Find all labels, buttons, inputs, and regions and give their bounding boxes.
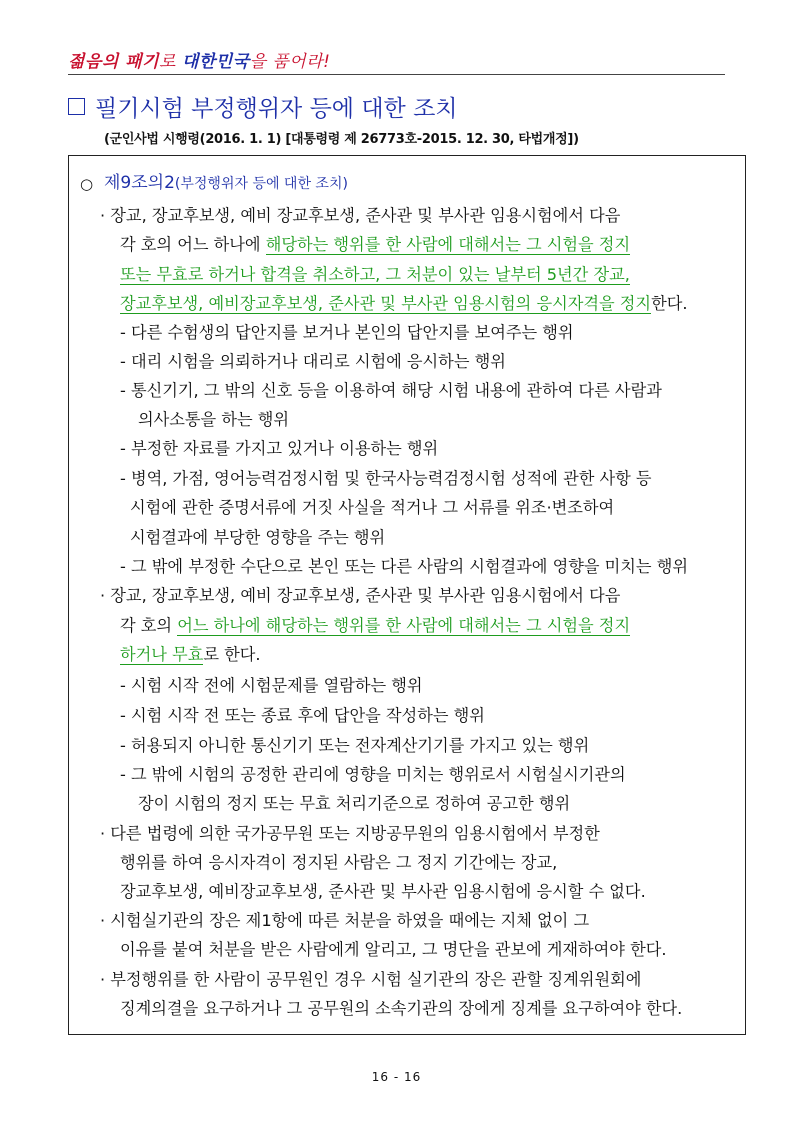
text-line: - 허용되지 아니한 통신기기 또는 전자계산기기를 가지고 있는 행위 xyxy=(120,736,590,755)
text-line xyxy=(120,645,261,665)
highlighted-text: 하거나 무효 xyxy=(120,645,204,664)
page-header-slogan xyxy=(68,47,330,72)
text-line: · 부정행위를 한 사람이 공무원인 경우 시험 실기관의 장은 관할 징계위원회에 xyxy=(100,970,642,989)
section-title-text: 필기시험 부정행위자 등에 대한 조치 xyxy=(95,96,458,122)
text-line: 징계의결을 요구하거나 그 공무원의 소속기관의 장에게 징계를 요구하여야 한다. xyxy=(120,999,683,1018)
page-number: 16 - 16 xyxy=(371,1070,422,1084)
square-bullet-icon xyxy=(68,98,85,115)
text-line: - 대리 시험을 의뢰하거나 대리로 시험에 응시하는 행위 xyxy=(120,352,506,371)
article-number: 제9조의2 xyxy=(104,173,175,193)
highlighted-text: 해당하는 행위를 한 사람에 대해서는 그 시험을 정지 xyxy=(265,235,631,254)
circle-bullet-icon: ○ xyxy=(80,175,94,193)
text-line: - 그 밖에 부정한 수단으로 본인 또는 다른 사람의 시험결과에 영향을 미치는 행위 xyxy=(120,557,688,576)
slogan-part-1: 젊음의 패기 xyxy=(68,52,160,72)
highlighted-text: 또는 무효로 하거나 합격을 취소하고, 그 처분이 있는 날부터 5년간 장교, xyxy=(120,265,630,284)
highlighted-text: 어느 하나에 해당하는 행위를 한 사람에 대해서는 그 시험을 정지 xyxy=(177,616,631,635)
text-line: 장교후보생, 예비장교후보생, 준사관 및 부사관 임용시험에 응시할 수 없다. xyxy=(120,882,646,901)
text-line: - 시험 시작 전 또는 종료 후에 답안을 작성하는 행위 xyxy=(120,706,485,725)
text-line: 장이 시험의 정지 또는 무효 처리기준으로 정하여 공고한 행위 xyxy=(138,794,571,813)
text-line: 시험결과에 부당한 영향을 주는 행위 xyxy=(130,528,386,547)
text-line xyxy=(120,616,630,636)
text-line: · 장교, 장교후보생, 예비 장교후보생, 준사관 및 부사관 임용시험에서 다음 xyxy=(100,586,621,605)
text-line: 행위를 하여 응시자격이 정지된 사람은 그 정지 기간에는 장교, xyxy=(120,853,558,872)
article-name: (부정행위자 등에 대한 조치) xyxy=(174,176,348,192)
slogan-part-3: 대한민국 xyxy=(181,52,250,72)
text-line: 이유를 붙여 처분을 받은 사람에게 알리고, 그 명단을 관보에 게재하여야 한다. xyxy=(120,940,667,959)
text-line xyxy=(120,235,630,255)
slogan-part-4: 을 품어라! xyxy=(249,52,331,72)
text-line xyxy=(120,265,630,285)
highlighted-text: 장교후보생, 예비장교후보생, 준사관 및 부사관 임용시험의 응시자격을 정지 xyxy=(120,294,652,313)
text-line: - 그 밖에 시험의 공정한 관리에 영향을 미치는 행위로서 시험실시기관의 xyxy=(120,765,626,784)
text-line: · 장교, 장교후보생, 예비 장교후보생, 준사관 및 부사관 임용시험에서 다음 xyxy=(100,206,621,225)
text-line: - 부정한 자료를 가지고 있거나 이용하는 행위 xyxy=(120,439,439,458)
text-line: · 다른 법령에 의한 국가공무원 또는 지방공무원의 임용시험에서 부정한 xyxy=(100,824,600,843)
header-divider xyxy=(68,74,725,75)
section-title xyxy=(68,90,458,123)
text-line: 의사소통을 하는 행위 xyxy=(138,410,290,429)
text-line xyxy=(120,294,687,314)
slogan-part-2: 로 xyxy=(159,52,182,72)
text-line: - 시험 시작 전에 시험문제를 열람하는 행위 xyxy=(120,676,423,695)
text-line: 시험에 관한 증명서류에 거짓 사실을 적거나 그 서류를 위조·변조하여 xyxy=(130,498,615,517)
text-line: - 통신기기, 그 밖의 신호 등을 이용하여 해당 시험 내용에 관하여 다른 사람과 xyxy=(120,381,662,400)
text-segment: 로 한다. xyxy=(203,645,261,664)
text-segment: 한다. xyxy=(651,294,688,313)
text-line: - 다른 수험생의 답안지를 보거나 본인의 답안지를 보여주는 행위 xyxy=(120,323,574,342)
text-line: · 시험실기관의 장은 제1항에 따른 처분을 하였을 때에는 지체 없이 그 xyxy=(100,911,590,930)
text-segment: 각 호의 xyxy=(120,616,178,635)
text-line: - 병역, 가점, 영어능력검정시험 및 한국사능력검정시험 성적에 관한 사항 등 xyxy=(120,469,652,488)
article-heading xyxy=(104,173,348,194)
legal-source-citation: (군인사법 시행령(2016. 1. 1) [대통령령 제 26773호-2015. 12. 30, 타법개정]) xyxy=(104,132,579,147)
text-segment: 각 호의 어느 하나에 xyxy=(120,235,266,254)
